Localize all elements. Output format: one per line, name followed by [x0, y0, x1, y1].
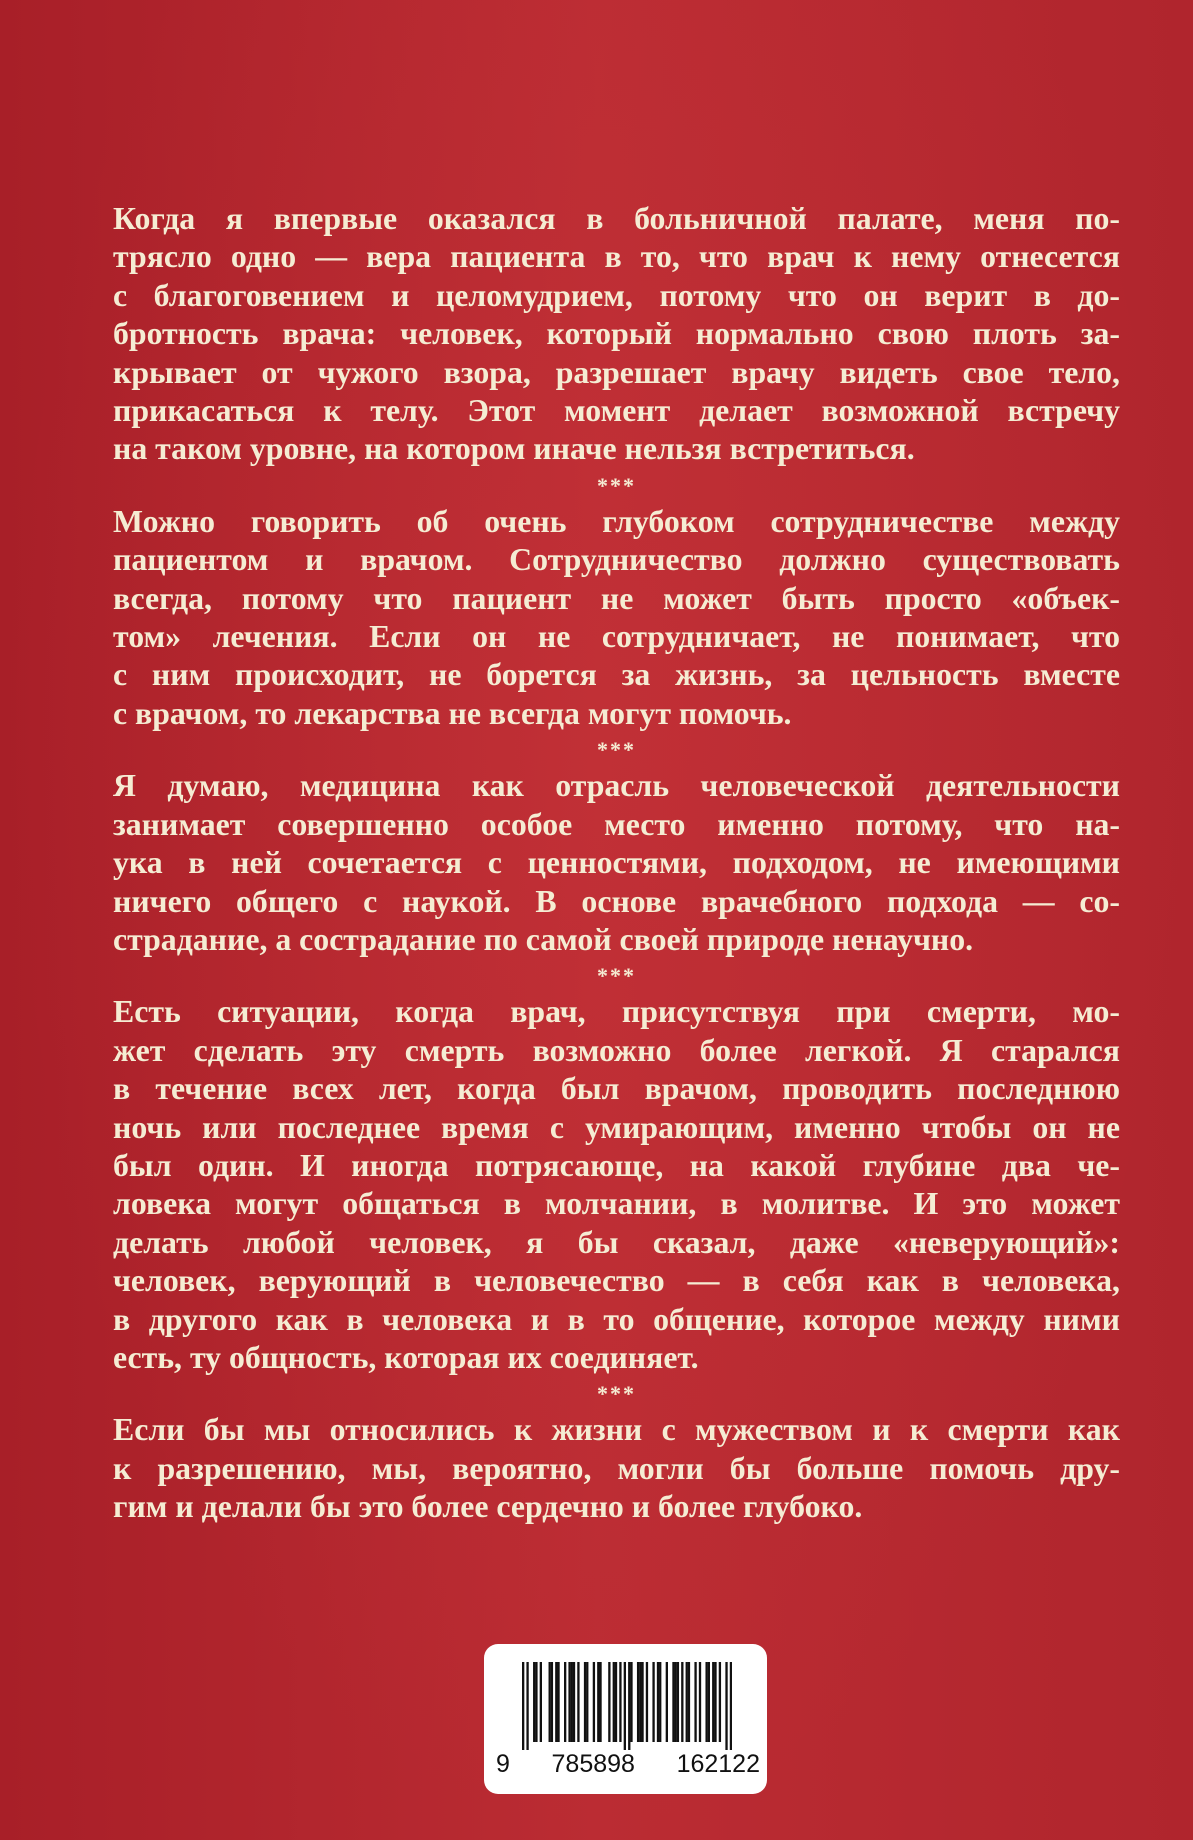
text-line: ука в ней сочетается с ценностями, подходом, не имеющими [113, 845, 1120, 881]
barcode-bar [694, 1662, 696, 1742]
isbn-barcode-label [484, 1644, 767, 1794]
barcode-bar [725, 1662, 727, 1750]
barcode-bar [540, 1662, 542, 1742]
barcode-digit-group: 785898 [551, 1750, 635, 1778]
barcode-bar [615, 1662, 617, 1742]
barcode-bar [608, 1662, 610, 1742]
barcode-bar [708, 1662, 710, 1742]
text-line: с ним происходит, не борется за жизнь, за цельность вместе [113, 657, 1120, 693]
barcode-bar [705, 1662, 707, 1742]
barcode-bar [624, 1662, 626, 1750]
text-line: Если бы мы относились к жизни с мужеством и к смерти как [113, 1412, 1120, 1448]
barcode-bar [699, 1662, 701, 1742]
barcode-bar [630, 1662, 632, 1742]
text-line: в течение всех лет, когда был врачом, проводить последнюю [113, 1071, 1120, 1107]
barcode-bar [571, 1662, 573, 1742]
barcode-bar [557, 1662, 559, 1742]
barcode-bar [637, 1662, 639, 1742]
text-line: Когда я впервые оказался в больничной палате, меня по- [113, 201, 1120, 236]
barcode-bar [597, 1662, 599, 1742]
text-line: занимает совершенно особое место именно потому, что на- [113, 806, 1120, 842]
text-line: есть, ту общность, которая их соединяет. [113, 1339, 699, 1375]
text-line: Я думаю, медицина как отрасль человеческой деятельности [113, 768, 1120, 804]
barcode-bar [646, 1662, 648, 1742]
text-line: ловека могут общаться в молчании, в молитве. И это может [113, 1186, 1120, 1222]
text-line: в другого как в человека и в то общение, которое между ними [113, 1301, 1120, 1337]
paragraph-1 [113, 200, 1120, 469]
barcode-bar [677, 1662, 679, 1742]
barcode-bar [712, 1662, 714, 1742]
section-separator: *** [597, 1381, 636, 1407]
barcode-bar [686, 1662, 688, 1742]
barcode-bar [613, 1662, 615, 1742]
barcode-bar [714, 1662, 716, 1742]
text-line: человек, верующий в человечество — в себя как в человека, [113, 1263, 1120, 1299]
barcode-bar [526, 1662, 528, 1750]
barcode-bar [639, 1662, 641, 1742]
barcode-bar [628, 1662, 630, 1750]
barcode-bar [584, 1662, 586, 1742]
text-line: с благоговением и целомудрием, потому что он верит в до- [113, 277, 1120, 313]
barcode-bar [681, 1662, 683, 1742]
text-line: ночь или последнее время с умирающим, именно чтобы он не [113, 1109, 1120, 1145]
barcode-bar [522, 1662, 524, 1750]
paragraph-2 [113, 503, 1120, 733]
barcode-bar [555, 1662, 557, 1742]
barcode-bar [568, 1662, 570, 1742]
text-line: Есть ситуации, когда врач, присутствуя при смерти, мо- [113, 994, 1120, 1030]
text-line: пациентом и врачом. Сотрудничество должно существовать [113, 542, 1120, 578]
section-separator: *** [597, 472, 636, 498]
barcode-number [496, 1750, 760, 1779]
text-line: на таком уровне, на котором иначе нельзя встретиться. [113, 431, 915, 467]
text-line: с врачом, то лекарства не всегда могут помочь. [113, 695, 792, 731]
text-line: жет сделать эту смерть возможно более легкой. Я старался [113, 1032, 1120, 1068]
text-line: гим и делали бы это более сердечно и более глубоко. [113, 1489, 863, 1525]
barcode-bar [586, 1662, 588, 1742]
barcode-bar [719, 1662, 721, 1742]
barcode-bar [730, 1662, 732, 1750]
barcode-bar [666, 1662, 668, 1742]
barcode-bar [672, 1662, 674, 1742]
text-line: прикасаться к телу. Этот момент делает возможной встречу [113, 393, 1120, 429]
barcode-bar [577, 1662, 579, 1742]
section-separator: *** [597, 737, 636, 763]
barcode-bar [657, 1662, 659, 1742]
section-separator: *** [597, 963, 636, 989]
barcode-bar [593, 1662, 595, 1742]
paragraph-5 [113, 1411, 1120, 1526]
barcode-bar [675, 1662, 677, 1742]
barcode-icon [522, 1662, 732, 1750]
text-line: Можно говорить об очень глубоком сотрудничестве между [113, 503, 1120, 539]
barcode-bar [652, 1662, 654, 1742]
text-line: бротность врача: человек, который нормально свою плоть за- [113, 316, 1120, 352]
text-line: к разрешению, мы, вероятно, могли бы больше помочь дру- [113, 1450, 1120, 1486]
barcode-bar [573, 1662, 575, 1742]
paragraph-4 [113, 993, 1120, 1377]
barcode-digit-group: 9 [496, 1750, 510, 1778]
cover-text [113, 200, 1120, 1527]
barcode-bar [619, 1662, 621, 1742]
barcode-bar [599, 1662, 601, 1742]
barcode-bar [535, 1662, 537, 1742]
text-line: том» лечения. Если он не сотрудничает, не понимает, что [113, 619, 1120, 655]
text-line: страдание, а сострадание по самой своей природе ненаучно. [113, 921, 974, 957]
barcode-digit-group: 162122 [676, 1750, 760, 1778]
text-line: был один. И иногда потрясающе, на какой глубине два че- [113, 1147, 1120, 1183]
barcode-bar [549, 1662, 551, 1742]
barcode-bar [564, 1662, 566, 1742]
text-line: крывает от чужого взора, разрешает врачу видеть свое тело, [113, 354, 1120, 390]
text-line: трясло одно — вера пациента в то, что врач к нему отнесется [113, 239, 1120, 275]
text-line: делать любой человек, я бы сказал, даже «неверующий»: [113, 1224, 1120, 1260]
text-line: всегда, потому что пациент не может быть просто «объек- [113, 580, 1120, 616]
barcode-bar [659, 1662, 661, 1742]
paragraph-3 [113, 767, 1120, 959]
barcode-bar [551, 1662, 553, 1742]
barcode-bar [641, 1662, 643, 1742]
barcode-bar [688, 1662, 690, 1742]
text-line: ничего общего с наукой. В основе врачебного подхода — со- [113, 883, 1120, 919]
barcode-bar [533, 1662, 535, 1742]
